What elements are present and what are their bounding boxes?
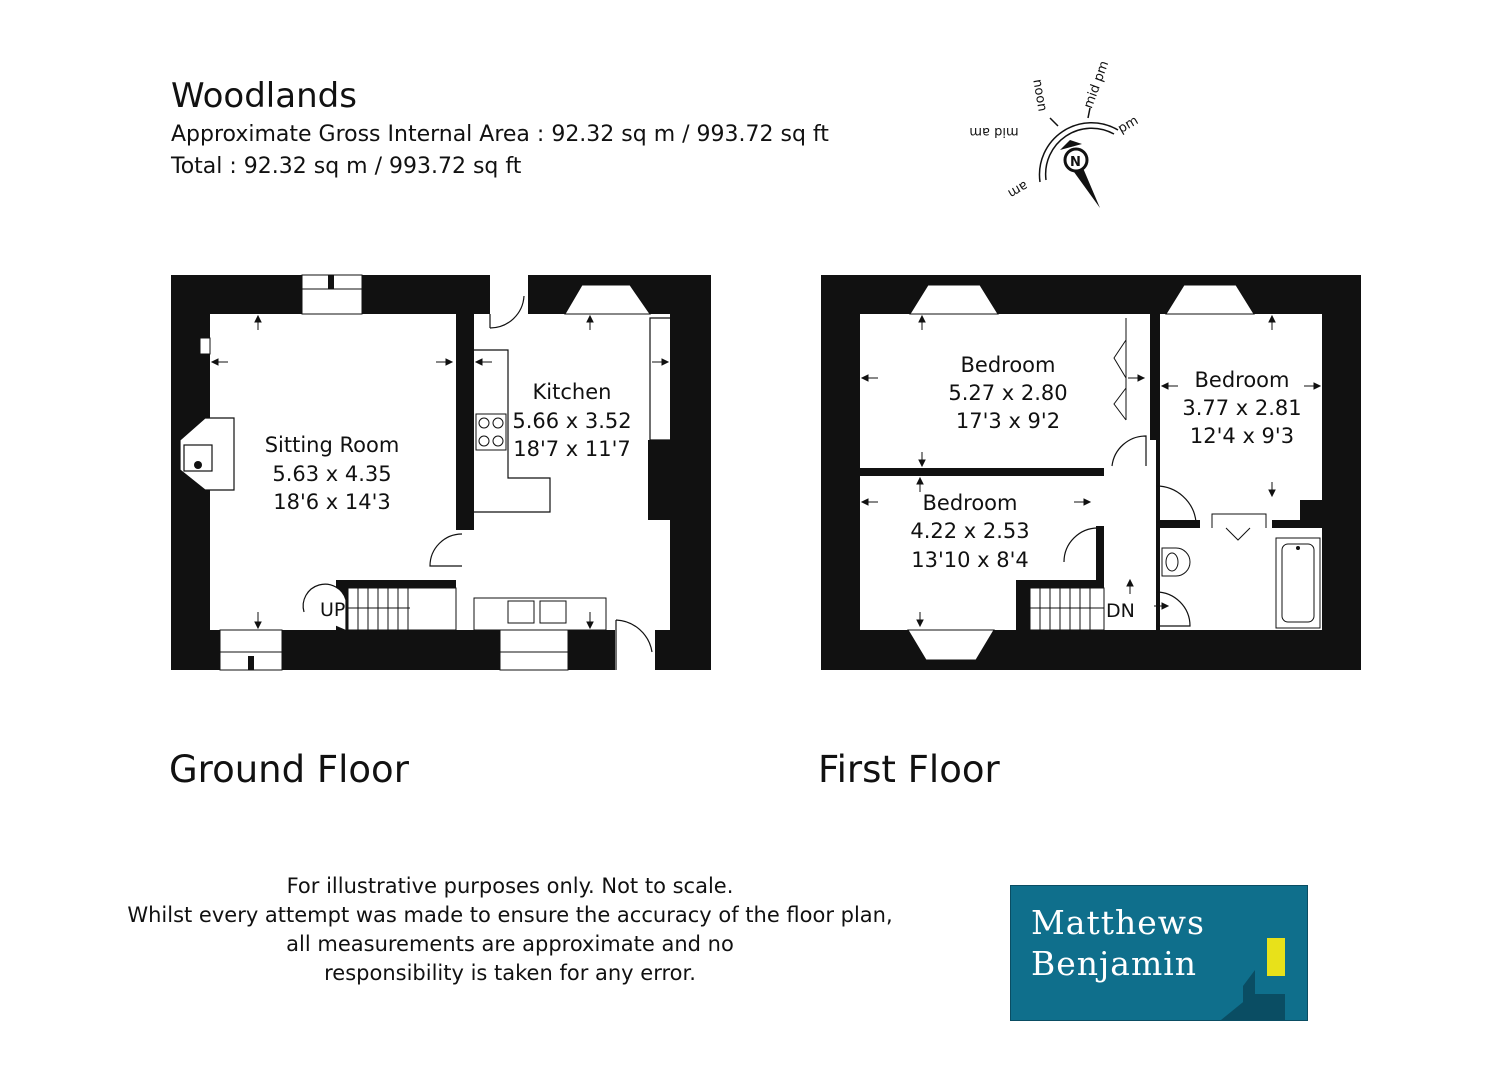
compass-label-mid-am: mid am — [969, 124, 1019, 139]
ground-floor-label: Ground Floor — [169, 748, 409, 791]
compass — [969, 59, 1141, 208]
disclaimer-line: Whilst every attempt was made to ensure the accuracy of the floor plan, — [127, 903, 893, 927]
disclaimer — [120, 872, 900, 988]
disclaimer-line: all measurements are approximate and no — [286, 932, 734, 956]
sitting-room-imperial: 18'6 x 14'3 — [273, 490, 391, 514]
compass-label-pm: pm — [1115, 113, 1142, 137]
first-floor-plan — [821, 275, 1361, 670]
bedroom-1-name: Bedroom — [960, 353, 1056, 377]
disclaimer-line: For illustrative purposes only. Not to scale. — [286, 874, 734, 898]
property-title: Woodlands — [171, 76, 357, 116]
compass-north-label: N — [1070, 155, 1081, 170]
bedroom-2-name: Bedroom — [1194, 368, 1290, 392]
logo-line-2: Benjamin — [1031, 944, 1198, 983]
bedroom-3-imperial: 13'10 x 8'4 — [911, 548, 1029, 572]
total-area-text: Total : 92.32 sq m / 993.72 sq ft — [171, 154, 522, 179]
gross-area-text: Approximate Gross Internal Area : 92.32 sq m / 993.72 sq ft — [171, 122, 829, 147]
compass-label-mid-pm: mid pm — [1081, 58, 1113, 111]
disclaimer-line: responsibility is taken for any error. — [324, 961, 696, 985]
ground-stairs-label: UP — [320, 599, 346, 621]
agent-logo — [1010, 885, 1308, 1021]
kitchen — [474, 314, 670, 630]
bedroom-3-name: Bedroom — [922, 491, 1018, 515]
logo-line-1: Matthews — [1031, 903, 1205, 942]
sitting-room-name: Sitting Room — [264, 433, 400, 457]
ground-floor-plan — [171, 275, 711, 670]
sitting-room-metric: 5.63 x 4.35 — [272, 462, 392, 486]
bedroom-2-metric: 3.77 x 2.81 — [1182, 396, 1302, 420]
compass-label-noon: noon — [1029, 78, 1050, 113]
compass-needle-icon — [1074, 168, 1100, 208]
bedroom-1-imperial: 17'3 x 9'2 — [955, 409, 1061, 433]
first-stairs-label: DN — [1106, 600, 1135, 622]
kitchen-metric: 5.66 x 3.52 — [512, 409, 632, 433]
kitchen-imperial: 18'7 x 11'7 — [513, 437, 631, 461]
bedroom-1-metric: 5.27 x 2.80 — [948, 381, 1068, 405]
compass-label-am: am — [1005, 177, 1031, 201]
bedroom-3-metric: 4.22 x 2.53 — [910, 519, 1030, 543]
first-floor-label: First Floor — [818, 748, 1000, 791]
bedroom-2-imperial: 12'4 x 9'3 — [1189, 424, 1295, 448]
kitchen-name: Kitchen — [532, 380, 612, 404]
